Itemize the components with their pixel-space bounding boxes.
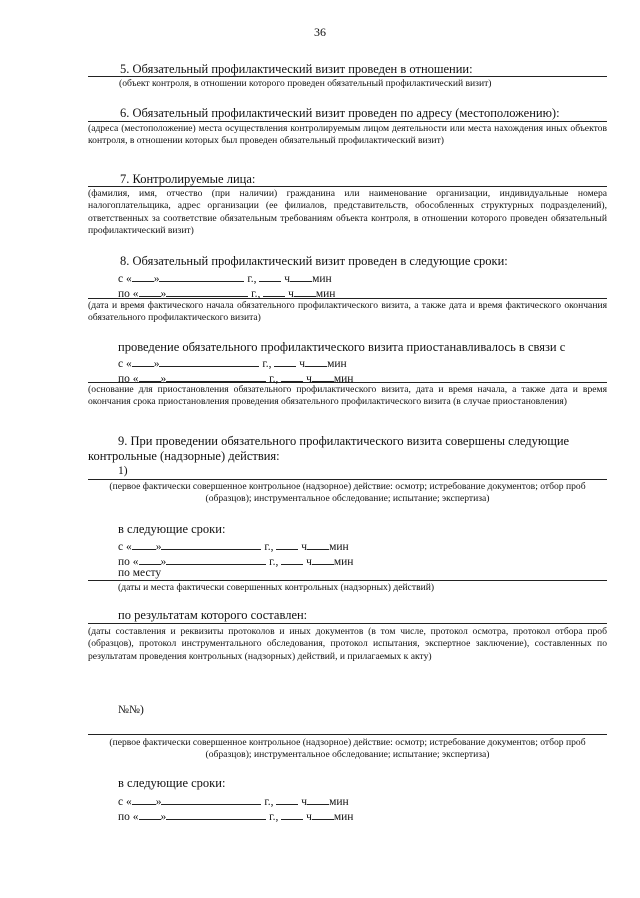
suspension-heading: проведение обязательного профилактического визита приостанавливалось в связи с <box>118 340 566 354</box>
action-note: (первое фактически совершенное контрольное (надзорное) действие: осмотр; истребование документов; отбор проб (образцов); инструментальное обследование; испытание; экспертиза) <box>109 481 586 505</box>
place-label: по месту <box>118 567 162 579</box>
action-item-number: 1) <box>118 465 128 477</box>
suspension-note: (основание для приостановления обязательного профилактического визита, дата и время начала, а также дата и время окончания срока приостановления проведения обязательного профилактического визита (в случае приостановления) <box>88 384 607 408</box>
section-7-heading: 7. Контролируемые лица: <box>120 172 256 186</box>
terms-label: в следующие сроки: <box>118 522 226 536</box>
fill-line <box>88 186 607 187</box>
action-item2-number: №№) <box>118 704 144 716</box>
date-row-to: по « » г., ч мин <box>118 808 353 823</box>
section-8-note: (дата и время фактического начала обязательного профилактического визита, а также дата и время фактического окончания обязательного профилактического визита) <box>88 300 607 324</box>
fill-line <box>88 479 607 480</box>
section-9-heading: 9. При проведении обязательного профилактического визита совершены следующие <box>118 434 570 448</box>
date-row-to: по « » г., ч мин <box>118 285 335 300</box>
page-number: 36 <box>314 25 326 39</box>
section-5-heading: 5. Обязательный профилактический визит проведен в отношении: <box>120 62 473 76</box>
section-8-heading: 8. Обязательный профилактический визит проведен в следующие сроки: <box>120 254 508 268</box>
date-row-from: с « » г., ч мин <box>118 793 349 808</box>
date-row-from: с « » г., ч мин <box>118 270 332 285</box>
date-row-to: по « » г., ч мин <box>118 370 353 385</box>
fill-line <box>88 76 607 77</box>
section-6-note: (адреса (местоположение) места осуществления контролируемым лицом деятельности или места нахождения иных объектов контроля, в отношении которых был проведен обязательный профилактический визит) <box>88 123 607 147</box>
section-7-note: (фамилия, имя, отчество (при наличии) гражданина или наименование организации, индивидуальные номера налогоплательщика, адрес организации (ее филиалов, представительств, обособленных структурных подразделений), ответственных за соответствие обязательным требованиям объекта контроля, в отношении которого проведен обязательный профилактический визит) <box>88 188 607 237</box>
section-9-heading-cont: контрольные (надзорные) действия: <box>88 449 280 463</box>
action2-note: (первое фактически совершенное контрольное (надзорное) действие: осмотр; истребование документов; отбор проб (образцов); инструментальное обследование; испытание; экспертиза) <box>109 737 586 761</box>
date-row-from: с « » г., ч мин <box>118 355 347 370</box>
date-row-from: с « » г., ч мин <box>118 538 349 553</box>
fill-line <box>88 623 607 624</box>
result-note: (даты составления и реквизиты протоколов и иных документов (в том числе, протокол осмотра, протокол отбора проб (образцов), протокол инструментального обследования, протокол испытания, экспертное заключение), составленных по результатам проведения контрольных (надзорных) действий, и прилагаемых к акту) <box>88 626 607 662</box>
fill-line <box>88 382 607 383</box>
fill-line <box>88 734 607 735</box>
date-row-to: по « » г., ч мин <box>118 553 353 568</box>
fill-line <box>88 298 607 299</box>
place-note: (даты и места фактически совершенных контрольных (надзорных) действий) <box>118 582 435 593</box>
terms-label-2: в следующие сроки: <box>118 776 226 790</box>
fill-line <box>88 121 607 122</box>
section-6-heading: 6. Обязательный профилактический визит проведен по адресу (местоположению): <box>120 106 560 120</box>
result-label: по результатам которого составлен: <box>118 608 308 622</box>
section-5-note: (объект контроля, в отношении которого проведен обязательный профилактический визит) <box>119 78 492 89</box>
fill-line <box>88 580 607 581</box>
